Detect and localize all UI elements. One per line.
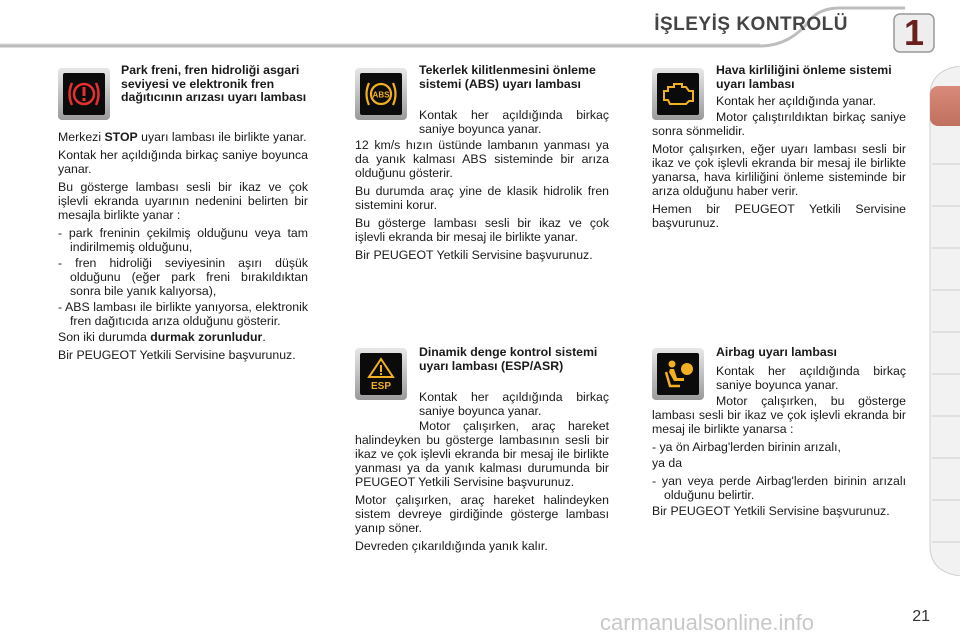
abs-p3: Bu gösterge lambası sesli bir ikaz ve çok işlevli ekranda bir mesaj ile birlikte yanar.: [355, 216, 609, 244]
parking-brake-p1: Merkezi STOP uyarı lambası ile birlikte yanar.: [58, 130, 307, 144]
airbag-body: [652, 394, 906, 522]
list-item: - ABS lambası ile birlikte yanıyorsa, elektronik fren dağıtıcıda arıza olduğunu gösterir.: [58, 300, 308, 328]
emission-title: Hava kirliliğini önleme sistemi uyarı lambası: [716, 63, 892, 91]
page-title: İŞLEYİŞ KONTROLÜ: [654, 14, 848, 35]
esp-p2: Devreden çıkarıldığında yanık kalır.: [355, 539, 548, 553]
abs-body: [355, 138, 609, 266]
esp-sub1: Kontak her açıldığında birkaç saniye boyunca yanar.: [419, 390, 609, 418]
list-item: - park freninin çekilmiş olduğunu veya tam indirilmemiş olduğunu,: [58, 226, 308, 254]
page-number: 21: [912, 608, 930, 625]
list-item: - ya ön Airbag'lerden birinin arızalı,: [652, 440, 841, 454]
esp-icon: [355, 348, 407, 400]
airbag-icon: [652, 348, 704, 400]
abs-icon: [355, 68, 407, 120]
watermark: carmanualsonline.info: [600, 610, 815, 635]
esp-p1: Motor çalışırken, araç hareket halindeyken sistem devreye girdiğinde gösterge lambası yanıp söner.: [355, 493, 609, 535]
chapter-badge: [892, 12, 936, 54]
list-item: - yan veya perde Airbag'lerden birinin arızalı olduğunu belirtir.: [652, 474, 906, 502]
side-tab-strip: [926, 66, 960, 576]
list-item: - fren hidroliği seviyesinin aşırı düşük olduğunu (eğer park freni bırakıldıktan sonra bile yanık kalıyorsa),: [58, 256, 308, 298]
abs-sub: Kontak her açıldığında birkaç saniye boyunca yanar.: [419, 108, 609, 136]
emission-body: [652, 110, 906, 234]
airbag-sub1: Kontak her açıldığında birkaç saniye boyunca yanar.: [716, 364, 906, 392]
parking-brake-p5: Bir PEUGEOT Yetkili Servisine başvurunuz.: [58, 348, 296, 362]
emission-p2: Hemen bir PEUGEOT Yetkili Servisine başvurunuz.: [652, 202, 906, 230]
side-tab-active[interactable]: [930, 86, 960, 126]
parking-brake-body: [58, 130, 308, 366]
esp-body: [355, 419, 609, 557]
airbag-sub2: Motor çalışırken, bu gösterge lambası sesli bir ikaz ve çok işlevli ekranda bir mesaj ile birlikte yanarsa :: [652, 394, 906, 436]
emission-sub2: Motor çalıştırıldıktan birkaç saniye sonra sönmelidir.: [652, 110, 906, 138]
airbag-p1: Bir PEUGEOT Yetkili Servisine başvurunuz.: [652, 504, 890, 518]
parking-brake-p4: Son iki durumda durmak zorunludur.: [58, 330, 266, 344]
esp-title: Dinamik denge kontrol sistemi uyarı lambası (ESP/ASR): [419, 345, 598, 373]
abs-p1: 12 km/s hızın üstünde lambanın yanması ya da yanık kalması ABS sisteminde bir arıza olduğunu gösterir.: [355, 138, 609, 180]
chapter-number: 1: [903, 12, 925, 53]
abs-title: Tekerlek kilitlenmesini önleme sistemi (ABS) uyarı lambası: [419, 63, 596, 91]
airbag-or: ya da: [652, 456, 683, 470]
parking-brake-p2: Kontak her açıldığında birkaç saniye boyunca yanar.: [58, 148, 308, 176]
abs-p2: Bu durumda araç yine de klasik hidrolik fren sistemini korur.: [355, 184, 609, 212]
airbag-title: Airbag uyarı lambası: [716, 345, 837, 359]
esp-sub2: Motor çalışırken, araç hareket halindeyken bu gösterge lambasının sesli bir ikaz ve çok işlevli ekranda bir mesaj ile birlikte yanması ya da yanık kalması durumunda bir PEUGEOT Yetkili Servisine başvurunuz.: [355, 419, 609, 489]
parking-brake-icon: [58, 68, 110, 120]
parking-brake-title: Park freni, fren hidroliği asgari seviyesi ve elektronik fren dağıtıcının arızası uyarı lambası: [121, 63, 307, 104]
parking-brake-p3: Bu gösterge lambası sesli bir ikaz ve çok işlevli ekranda uyarının nedenini belirten bir mesajla birlikte yanar :: [58, 180, 308, 222]
svg-text:ESP: ESP: [370, 381, 392, 391]
emission-sub1: Kontak her açıldığında yanar.: [716, 94, 876, 108]
abs-p4: Bir PEUGEOT Yetkili Servisine başvurunuz.: [355, 248, 593, 262]
emission-p1: Motor çalışırken, eğer uyarı lambası sesli bir ikaz ve çok işlevli ekranda bir mesaj ile birlikte yanarsa, hava kirliliğini önleme sisteminde bir arıza olduğunu haber verir.: [652, 142, 906, 198]
svg-text:ABS: ABS: [372, 90, 390, 100]
